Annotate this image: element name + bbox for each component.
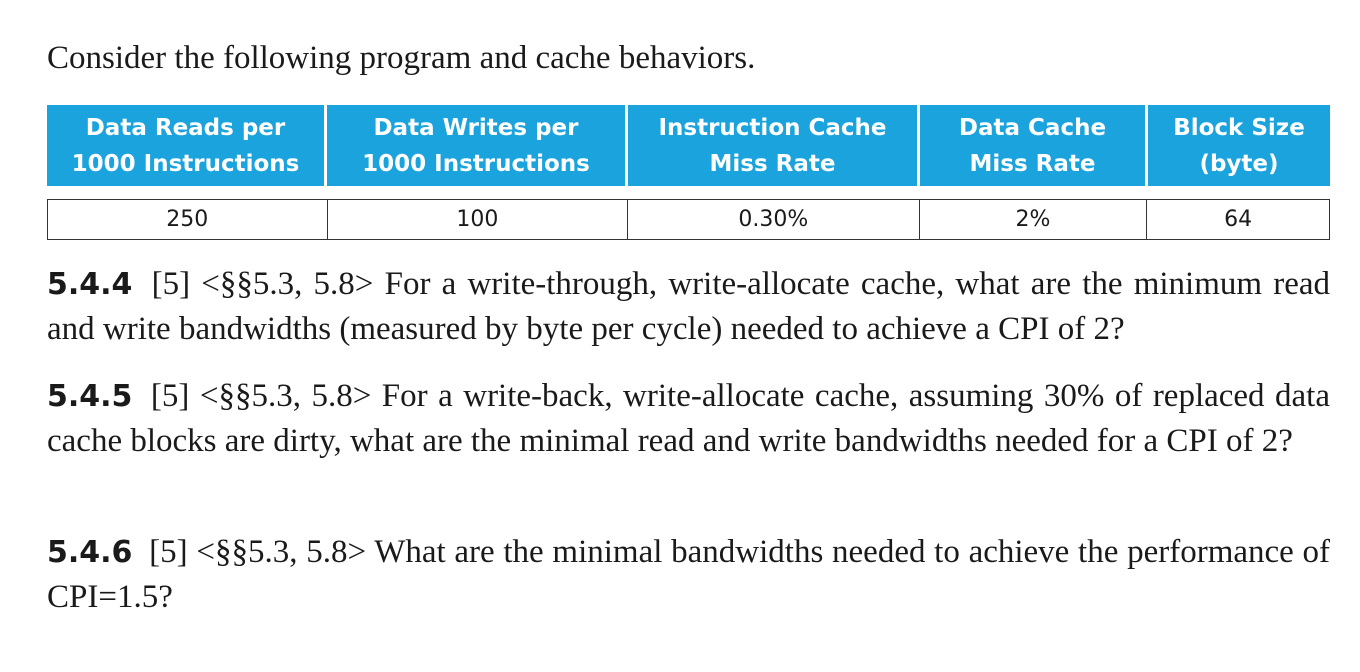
exercise-5-4-4 — [47, 262, 1330, 351]
cell-data-writes: 100 — [328, 200, 629, 239]
cell-dcache-miss-rate: 2% — [920, 200, 1148, 239]
exercise-text: For a write-through, write-allocate cache, what are the minimum read and write bandwidths (measured by byte per cycle) needed to achieve a CPI of 2? — [47, 266, 1331, 347]
exercise-meta: [5] <§§5.3, 5.8> — [149, 534, 367, 570]
intro-text: Consider the following program and cache behaviors. — [47, 40, 756, 76]
cell-data-reads: 250 — [48, 200, 328, 239]
exercise-5-4-5 — [47, 374, 1330, 463]
cell-icache-miss-rate: 0.30% — [628, 200, 920, 239]
exercise-meta: [5] <§§5.3, 5.8> — [151, 266, 374, 302]
table-row — [47, 199, 1330, 240]
header-block-size: Block Size (byte) — [1173, 114, 1305, 177]
exercise-number: 5.4.6 — [47, 535, 133, 570]
header-data-writes: Data Writes per 1000 Instructions — [327, 105, 628, 186]
exercise-meta: [5] <§§5.3, 5.8> — [150, 378, 372, 414]
exercise-text: For a write-back, write-allocate cache, assuming 30% of replaced data cache blocks are dirty, what are the minimal read and write bandwidths needed for a CPI of 2? — [47, 378, 1330, 459]
exercise-number: 5.4.5 — [47, 379, 133, 414]
exercise-number: 5.4.4 — [47, 267, 133, 302]
table-header — [47, 105, 1330, 186]
exercise-5-4-6 — [47, 530, 1330, 619]
exercise-text: What are the minimal bandwidths needed to achieve the performance of CPI=1.5? — [47, 534, 1331, 615]
header-icache-miss-rate: Instruction Cache Miss Rate — [628, 105, 920, 186]
header-dcache-miss-rate: Data Cache Miss Rate — [920, 105, 1148, 186]
cell-block-size: 64 — [1224, 207, 1253, 232]
header-data-reads: Data Reads per 1000 Instructions — [47, 105, 327, 186]
